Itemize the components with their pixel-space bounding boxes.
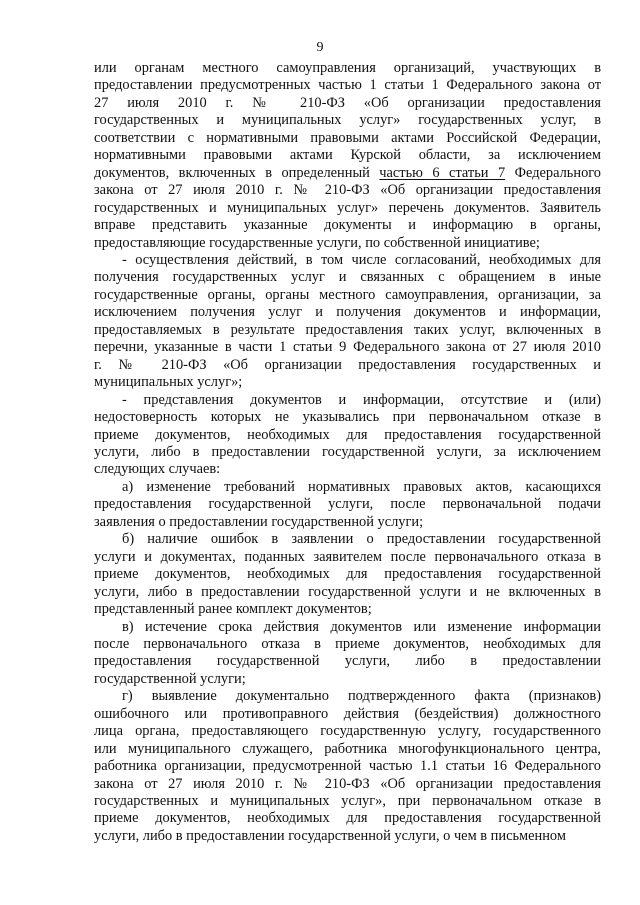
paragraph bbox=[94, 60, 601, 252]
text-line: предоставляемых в результате предоставления таких услуг, включенных в bbox=[94, 321, 601, 338]
text-line: государственных и муниципальных услуг», при первоначальном отказе в bbox=[94, 793, 601, 810]
text-line: предоставлении предусмотренных частью 1 статьи 1 Федерального закона от bbox=[94, 77, 601, 94]
text-line: услуги, либо в предоставлении государственной услуги и не включенных в bbox=[94, 583, 601, 600]
text-line: приеме документов, необходимых для предоставления государственной bbox=[94, 426, 601, 443]
page-number: 9 bbox=[316, 40, 324, 55]
paragraph bbox=[94, 392, 601, 479]
text-line: услуги, либо в предоставлении государственной услуги, за исключением bbox=[94, 443, 601, 460]
text-line: недостоверность которых не указывались при первоначальном отказе в bbox=[94, 409, 601, 426]
text-line: а) изменение требований нормативных правовых актов, касающихся bbox=[122, 478, 601, 495]
text-line: г. № 210-ФЗ «Об организации предоставления государственных и bbox=[94, 356, 601, 373]
paragraph bbox=[94, 688, 601, 845]
text-line: или органам местного самоуправления организаций, участвующих в bbox=[94, 60, 601, 76]
text-line: - осуществления действий, в том числе согласований, необходимых для bbox=[122, 251, 601, 268]
text-line: исключением получения услуг и получения документов и информации, bbox=[94, 304, 601, 321]
text-line: следующих случаев: bbox=[94, 461, 221, 478]
text-line: государственных и муниципальных услуг» перечень документов. Заявитель bbox=[94, 199, 601, 216]
text-line: перечни, указанные в части 1 статьи 9 Федерального закона от 27 июля 2010 bbox=[94, 339, 601, 356]
text-line: государственных и муниципальных услуг» государственных услуг, в bbox=[94, 112, 601, 129]
text-line: соответствии с нормативными правовыми актами Российской Федерации, bbox=[94, 129, 601, 146]
paragraph bbox=[94, 479, 601, 531]
text-line: - представления документов и информации, отсутствие и (или) bbox=[122, 391, 601, 408]
paragraph bbox=[94, 531, 601, 618]
text-line: 27 июля 2010 г. № 210-ФЗ «Об организации предоставления bbox=[94, 94, 601, 111]
text-line: услуги, либо в предоставлении государственной услуги, о чем в письменном bbox=[94, 827, 566, 844]
document-body bbox=[94, 60, 601, 845]
text-line: закона от 27 июля 2010 г. № 210-ФЗ «Об организации предоставления bbox=[94, 182, 601, 199]
text-line: предоставления государственной услуги, либо в предоставлении bbox=[94, 653, 601, 670]
text-line: муниципальных услуг»; bbox=[94, 374, 243, 391]
text-line: лица органа, предоставляющего государственную услугу, государственного bbox=[94, 723, 601, 740]
text-line: услуги и документах, поданных заявителем после первоначального отказа в bbox=[94, 548, 601, 565]
underlined-reference: частью 6 статьи 7 bbox=[379, 164, 506, 181]
text-line: представленный ранее комплект документов; bbox=[94, 601, 372, 618]
text-line: закона от 27 июля 2010 г. № 210-ФЗ «Об организации предоставления bbox=[94, 775, 601, 792]
text-line: предоставляющие государственные услуги, по собственной инициативе; bbox=[94, 234, 540, 251]
text-line: заявления о предоставлении государственной услуги; bbox=[94, 513, 424, 530]
paragraph bbox=[94, 252, 601, 392]
text-line: государственные органы, органы местного самоуправления, организации, за bbox=[94, 286, 601, 303]
text-line: после первоначального отказа в приеме документов, необходимых для bbox=[94, 635, 601, 652]
text-line: нормативными правовыми актами Курской области, за исключением bbox=[94, 147, 601, 164]
text-line: работника организации, предусмотренной частью 1.1 статьи 16 Федерального bbox=[94, 758, 601, 775]
text-line: документов, включенных в определенный частью 6 статьи 7 Федерального bbox=[94, 164, 601, 181]
text-line: приеме документов, необходимых для предоставления государственной bbox=[94, 566, 601, 583]
text-line: предоставления государственной услуги, после первоначальной подачи bbox=[94, 496, 601, 513]
text-line: в) истечение срока действия документов или изменение информации bbox=[122, 618, 601, 635]
text-line: приеме документов, необходимых для предоставления государственной bbox=[94, 810, 601, 827]
text-line: ошибочного или противоправного действия (бездействия) должностного bbox=[94, 705, 601, 722]
text-line: б) наличие ошибок в заявлении о предоставлении государственной bbox=[122, 531, 601, 548]
text-line: государственной услуги; bbox=[94, 670, 246, 687]
text-line: получения государственных услуг и связанных с обращением в иные bbox=[94, 269, 601, 286]
paragraph bbox=[94, 619, 601, 689]
text-line: вправе представить указанные документы и информацию в органы, bbox=[94, 217, 601, 234]
text-line: г) выявление документально подтвержденного факта (признаков) bbox=[122, 688, 601, 705]
text-line: или муниципального служащего, работника многофункционального центра, bbox=[94, 740, 601, 757]
